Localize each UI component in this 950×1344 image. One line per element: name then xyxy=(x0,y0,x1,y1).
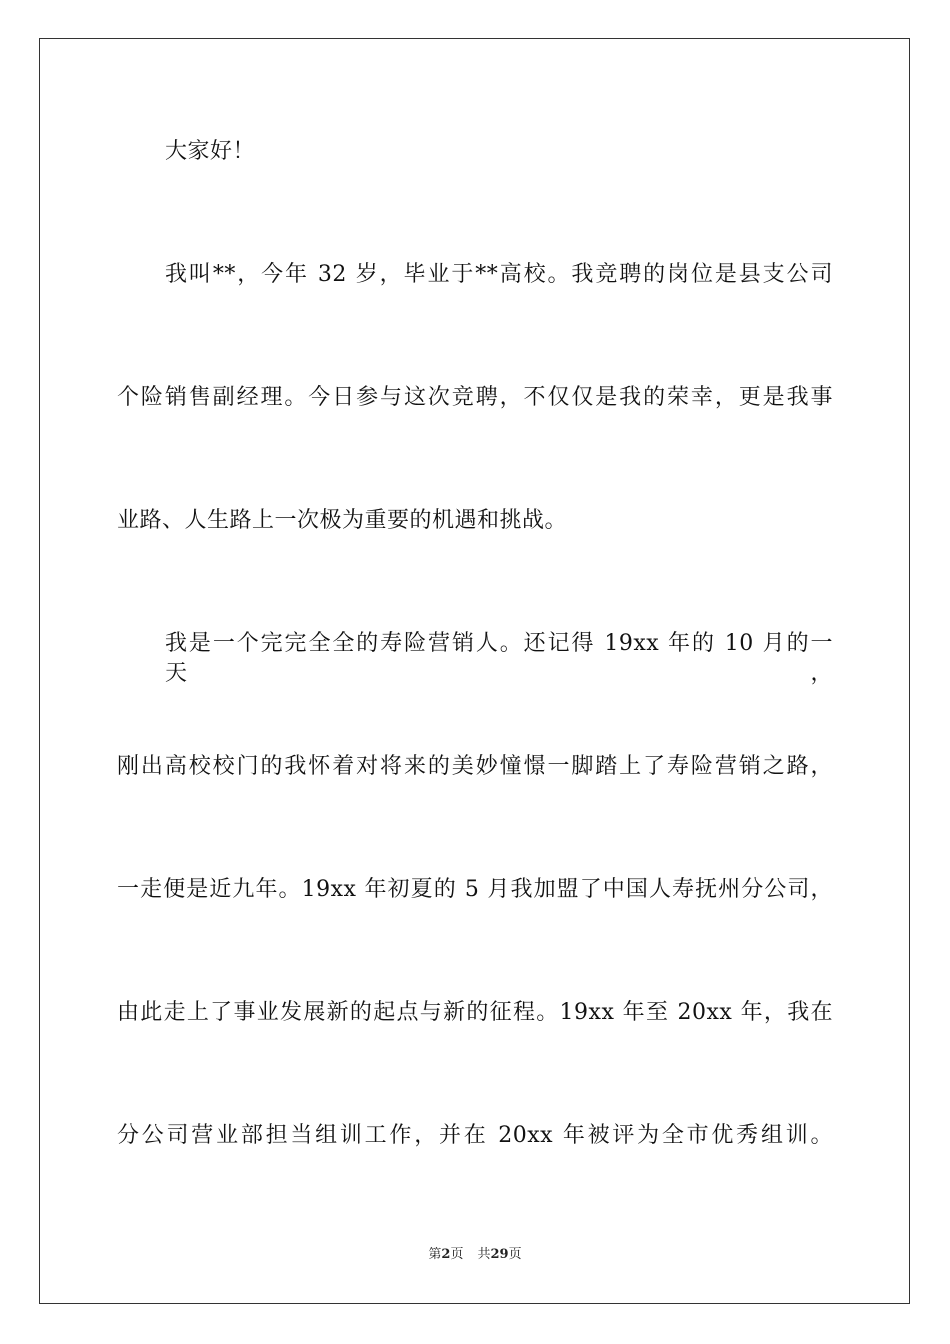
paragraph-1-line-1: 我叫**，今年 32 岁，毕业于**高校。我竞聘的岗位是县支公司 xyxy=(165,262,833,287)
paragraph-2-line-2: 刚出高校校门的我怀着对将来的美妙憧憬一脚踏上了寿险营销之路， xyxy=(117,754,833,779)
total-suffix: 页 xyxy=(508,1247,522,1262)
page-suffix: 页 xyxy=(450,1247,464,1262)
paragraph-2-line-4: 由此走上了事业发展新的起点与新的征程。19xx 年至 20xx 年，我在 xyxy=(117,1000,833,1025)
paragraph-2-line-1: 我是一个完完全全的寿险营销人。还记得 19xx 年的 10 月的一天， xyxy=(165,631,833,686)
greeting-line: 大家好！ xyxy=(165,139,256,164)
total-page-number: 29 xyxy=(490,1247,509,1262)
paragraph-1-line-3: 业路、人生路上一次极为重要的机遇和挑战。 xyxy=(117,508,568,533)
paragraph-2-line-5: 分公司营业部担当组训工作，并在 20xx 年被评为全市优秀组训。 xyxy=(117,1123,833,1148)
paragraph-2-line-3: 一走便是近九年。19xx 年初夏的 5 月我加盟了中国人寿抚州分公司， xyxy=(117,877,833,902)
page-number-footer xyxy=(0,1246,950,1264)
current-page-number: 2 xyxy=(441,1247,451,1262)
page-prefix: 第 xyxy=(428,1247,442,1262)
total-prefix: 共 xyxy=(477,1247,491,1262)
paragraph-1-line-2: 个险销售副经理。今日参与这次竞聘，不仅仅是我的荣幸，更是我事 xyxy=(117,385,833,410)
